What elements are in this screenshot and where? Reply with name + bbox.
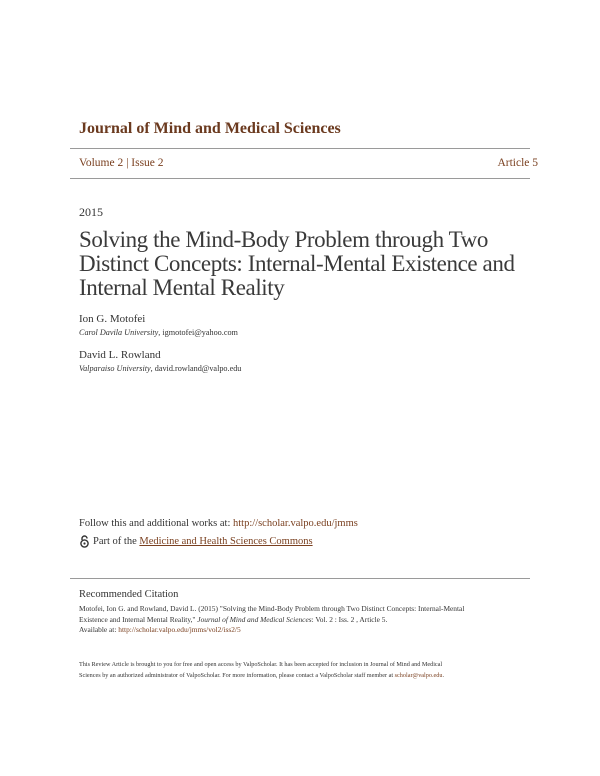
- footer-text: Sciences by an authorized administrator of ValpoScholar. For more information, please contact a ValpoScholar staff member at: [79, 672, 394, 679]
- author-affiliation: [79, 328, 238, 337]
- citation-line: Motofei, Ion G. and Rowland, David L. (2015) "Solving the Mind-Body Problem through Two Distinct Concepts: Internal-Mental: [79, 604, 465, 613]
- footer-line: This Review Article is brought to you for free and open access by ValpoScholar. It has been accepted for inclusion in Journal of Mind and Medical: [79, 661, 443, 668]
- journal-title[interactable]: Journal of Mind and Medical Sciences: [79, 120, 341, 137]
- paper-title: Solving the Mind-Body Problem through Two Distinct Concepts: Internal-Mental Existence and Internal Mental Reality: [79, 227, 515, 300]
- open-access-icon: [79, 535, 90, 548]
- author-institution: Carol Davila University: [79, 328, 159, 337]
- author-institution: Valparaiso University: [79, 364, 151, 373]
- divider-citation: [70, 578, 530, 579]
- article-number[interactable]: Article 5: [497, 157, 538, 169]
- affiliation-separator: ,: [150, 364, 155, 373]
- affiliation-separator: ,: [158, 328, 163, 337]
- footer-email[interactable]: scholar@valpo.edu: [394, 672, 443, 679]
- footer-notice: [79, 659, 529, 681]
- citation-url[interactable]: http://scholar.valpo.edu/jmms/vol2/iss2/5: [118, 625, 241, 634]
- citation-text-post: : Vol. 2 : Iss. 2 , Article 5.: [311, 614, 388, 624]
- partof-label: Part of the: [93, 536, 137, 547]
- issue-link[interactable]: Issue 2: [131, 157, 164, 169]
- footer-end: .: [442, 672, 444, 679]
- divider-top: [70, 148, 530, 149]
- follow-line: [79, 518, 358, 529]
- repository-link[interactable]: http://scholar.valpo.edu/jmms: [233, 518, 358, 529]
- footer-line: [79, 670, 529, 681]
- citation-journal: Journal of Mind and Medical Sciences: [197, 614, 312, 624]
- author-name: Ion G. Motofei: [79, 313, 146, 325]
- volume-issue: [79, 157, 164, 169]
- citation-heading: Recommended Citation: [79, 589, 179, 600]
- author-name: David L. Rowland: [79, 349, 161, 361]
- volume-link[interactable]: Volume 2: [79, 157, 124, 169]
- publication-year: 2015: [79, 205, 103, 219]
- citation-available-label: Available at:: [79, 625, 117, 634]
- commons-link[interactable]: Medicine and Health Sciences Commons: [139, 536, 313, 547]
- citation-text: [79, 604, 529, 636]
- author-email[interactable]: igmotofei@yahoo.com: [162, 328, 238, 337]
- volume-issue-separator: |: [126, 157, 132, 169]
- citation-text-pre: Existence and Internal Mental Reality,": [79, 614, 196, 624]
- divider-bottom: [70, 178, 530, 179]
- author-affiliation: [79, 364, 241, 373]
- citation-line: [79, 615, 529, 626]
- author-email[interactable]: david.rowland@valpo.edu: [154, 364, 242, 373]
- part-of-line: [79, 535, 313, 548]
- follow-label: Follow this and additional works at:: [79, 518, 231, 529]
- citation-line: [79, 625, 529, 636]
